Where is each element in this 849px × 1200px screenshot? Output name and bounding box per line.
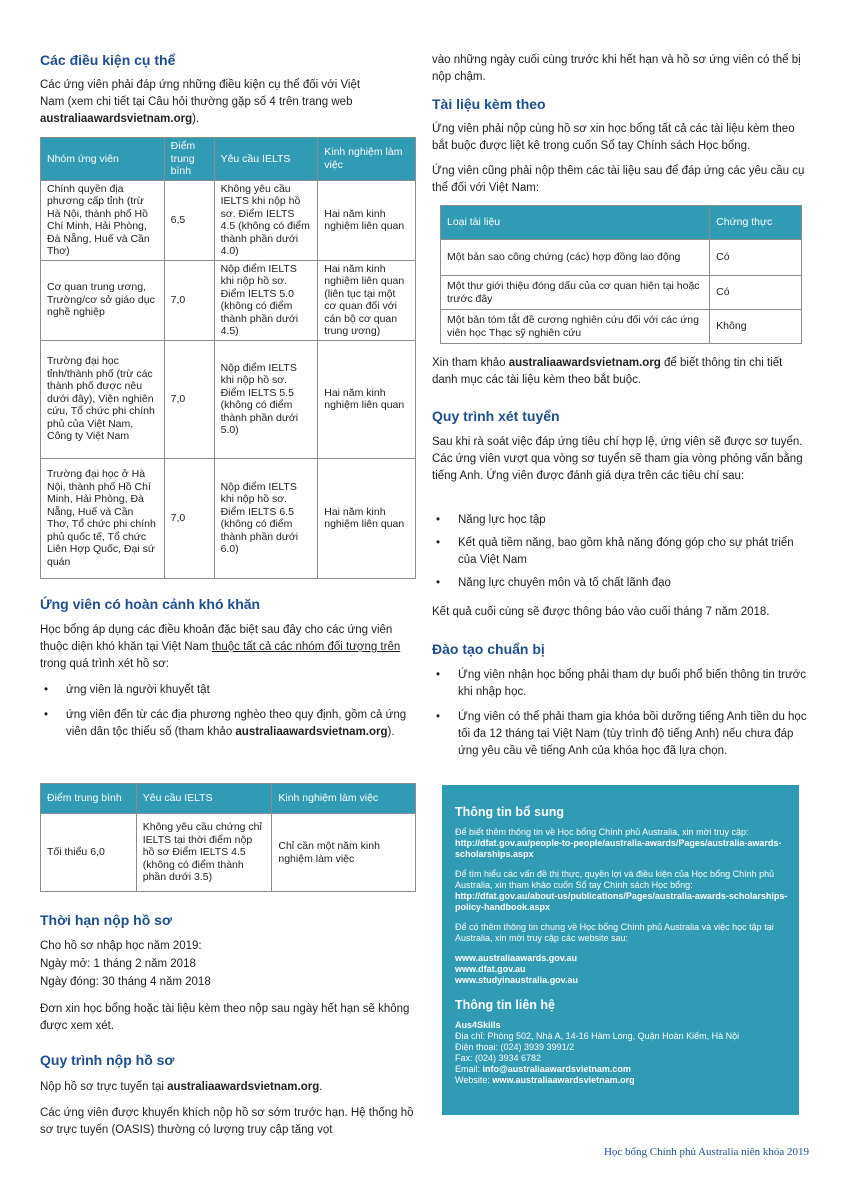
continued-text: vào những ngày cuối cùng trước khi hết hạn và hồ sơ ứng viên có thể bị nộp chậm. [432,54,801,83]
contact-phone: Điện thoại: (024) 3939 3991/2 [455,1042,575,1052]
docs-reference: Xin tham khảo australiaawardsvietnam.org để biết thông tin chi tiết danh mục các tài liệu kèm theo bắt buộc. [432,357,783,386]
prep-heading: Đào tạo chuẩn bị [432,641,545,657]
conditions-table-header [41,138,416,181]
table-row: Cơ quan trung ương, Trường/cơ sở giáo dục nghề nghiệp 7,0 Nộp điểm IELTS khi nộp hồ sơ. Điểm IELTS 5.0 (không có điểm thành phần dưới 4.5) Hai năm kinh nghiệm liên quan (liên tục tại một cơ quan đối với cán bộ cơ quan trung ương) [41,260,416,340]
process-para: Các ứng viên được khuyến khích nộp hồ sơ sớm trước hạn. Hệ thống hồ sơ trực tuyến (OASIS) thường có lượng truy cập tăng vọt [40,1107,414,1136]
list-item: • Kết quả tiềm năng, bao gồm khả năng đóng góp cho sự phát triển của Việt Nam [432,535,809,569]
list-item: • Năng lực chuyên môn và tố chất lãnh đạo [432,575,809,592]
selection-result: Kết quả cuối cùng sẽ được thông báo vào cuối tháng 7 năm 2018. [432,606,770,618]
deadline-heading: Thời hạn nộp hồ sơ [40,912,172,928]
table-row: Một bản tóm tắt đề cương nghiên cứu đối với các ứng viên học Thạc sỹ nghiên cứu Không [441,310,802,344]
disadvantaged-table [40,783,416,892]
docs-heading: Tài liệu kèm theo [432,96,546,112]
disadvantaged-table-header [41,784,416,814]
table-row: Trường đại học tỉnh/thành phố (trừ các thành phố được nêu dưới đây), Viện nghiên cứu, Tổ chức phi chính phủ của Việt Nam, Công ty Việt Nam 7,0 Nộp điểm IELTS khi nộp hồ sơ. Điểm IELTS 5.5 (không có điểm thành phần dưới 5.0) Hai năm kinh nghiệm liên quan [41,340,416,458]
disadvantaged-heading: Ứng viên có hoàn cảnh khó khăn [40,596,261,612]
contact-website-link[interactable]: www.australiaawardsvietnam.org [492,1075,635,1085]
conditions-table [40,137,416,579]
handbook-url-link[interactable]: http://dfat.gov.au/about-us/publications/Pages/australia-awards-scholarships-policy-handbook.aspx [455,891,788,912]
info-text-2: Để tìm hiểu các vấn đề thị thực, quyền lợi và điều kiện của Học bổng Chính phủ Australia, xin tham khảo cuốn Sổ tay Chính sách Học bổng: [455,869,775,890]
list-item: • ứng viên đến từ các địa phương nghèo theo quy định, gồm cả ứng viên dân tộc thiểu số (tham khảo australiaawardsvietnam.org). [40,707,416,741]
table-row: Tối thiểu 6,0 Không yêu cầu chứng chỉ IELTS tại thời điểm nộp hồ sơ Điểm IELTS 4.5 (không có điểm thành phần dưới 3.5) Chỉ cần một năm kinh nghiệm làm việc [41,814,416,892]
website-link-3[interactable]: www.studyinaustralia.gov.au [455,975,579,985]
contact-fax: Fax: (024) 3934 6782 [455,1053,542,1063]
contact-org: Aus4Skills [455,1020,501,1030]
info-text-1: Để biết thêm thông tin về Học bổng Chính phủ Australia, xin mời truy cập: [455,827,749,837]
col-header-experience: Kinh nghiệm làm việc [272,784,416,814]
scholarships-url-link[interactable]: http://dfat.gov.au/people-to-people/australia-awards/Pages/australia-awards-scholarships.aspx [455,838,782,859]
table-row: Một thư giới thiệu đóng dấu của cơ quan hiện tại hoặc trước đây Có [441,276,802,310]
process-line: Nộp hồ sơ trực tuyến tại australiaawardsvietnam.org. [40,1081,323,1093]
selection-para: Sau khi rà soát việc đáp ứng tiêu chí hợp lệ, ứng viên sẽ được sơ tuyển. Các ứng viên vượt qua vòng sơ tuyển sẽ tham gia vòng phỏng vấn bằng tiếng Anh. Ứng viên được đánh giá dựa trên các tiêu chí sau: [432,436,803,482]
col-header-doc-type: Loại tài liệu [441,206,710,240]
info-box [442,785,799,1115]
disadvantaged-intro: Học bổng áp dụng các điều khoản đặc biệt sau đây cho các ứng viên thuộc diện khó khăn tại Việt Nam thuộc tất cả các nhóm đối tượng trên trong quá trình xét hồ sơ: [40,624,401,670]
prep-list [432,667,809,760]
table-row: Trường đại học ở Hà Nội, thành phố Hồ Chí Minh, Hải Phòng, Đà Nẵng, Huế và Cần Thơ, Tổ chức phi chính phủ quốc tế, Tổ chức Liên Hợp Quốc, Đại sứ quán 7,0 Nộp điểm IELTS khi nộp hồ sơ. Điểm IELTS 6.5 (không có điểm thành phần dưới 6.0) Hai năm kinh nghiệm liên quan [41,458,416,578]
docs-reference-link[interactable]: australiaawardsvietnam.org [508,357,661,369]
contact-title: Thông tin liên hệ [455,998,555,1012]
apply-online-link[interactable]: australiaawardsvietnam.org [167,1081,320,1093]
docs-para-2: Ứng viên cũng phải nộp thêm các tài liệu sau để đáp ứng các yêu cầu cụ thể đối với Việt Nam: [432,165,805,194]
docs-table [440,205,802,344]
conditions-intro: Các ứng viên phải đáp ứng những điều kiện cụ thể đối với Việt Nam (xem chi tiết tại Câu hỏi thường gặp số 4 trên trang web australiaawardsvietnam.org). [40,79,361,125]
docs-table-header [441,206,802,240]
conditions-intro-link[interactable]: australiaawardsvietnam.org [40,113,193,125]
process-heading: Quy trình nộp hồ sơ [40,1052,175,1068]
list-item: • ứng viên là người khuyết tật [40,682,416,699]
target-groups-link[interactable]: thuộc tất cả các nhóm đối tượng trên [211,641,401,653]
deadline-note: Đơn xin học bổng hoặc tài liệu kèm theo nộp sau ngày hết hạn sẽ không được xem xét. [40,1003,410,1032]
info-box-title: Thông tin bổ sung [455,805,564,819]
disadvantaged-link[interactable]: australiaawardsvietnam.org [235,726,388,738]
table-row: Một bản sao công chứng (các) hợp đồng lao động Có [441,240,802,276]
col-header-group: Nhóm ứng viên [41,138,165,181]
contact-email: Email: info@australiaawardsvietnam.com [455,1064,631,1074]
col-header-experience: Kinh nghiệm làm việc [318,138,416,181]
contact-website: Website: www.australiaawardsvietnam.org [455,1075,635,1085]
docs-para-1: Ứng viên phải nộp cùng hồ sơ xin học bổng tất cả các tài liệu kèm theo bắt buộc được liệt kê trong cuốn Sổ tay Chính sách Học bổng. [432,123,795,152]
website-link-1[interactable]: www.australiaawards.gov.au [455,953,578,963]
info-text-3: Để có thêm thông tin chung về Học bổng Chính phủ Australia và việc học tập tại Australia, xin mời truy cập các website sau: [455,922,774,943]
selection-heading: Quy trình xét tuyển [432,408,560,424]
website-link-2[interactable]: www.dfat.gov.au [455,964,526,974]
disadvantaged-list [40,682,416,741]
list-item: • Ứng viên có thể phải tham gia khóa bồi dưỡng tiếng Anh tiền du học tối đa 12 tháng tại Việt Nam (tùy trình độ tiếng Anh) nếu chưa đáp ứng yêu cầu về tiếng Anh của khóa học đã lựa chọn. [432,709,809,760]
contact-address: Địa chỉ: Phòng 502, Nhà A, 14-16 Hàm Long, Quận Hoàn Kiếm, Hà Nội [455,1031,740,1041]
list-item: • Ứng viên nhận học bổng phải tham dự buổi phổ biến thông tin trước khi nhập học. [432,667,809,701]
selection-criteria-list [432,512,809,592]
page-footer: Học bổng Chính phủ Australia niên khóa 2019 [603,1146,809,1158]
conditions-heading: Các điều kiện cụ thể [40,52,176,68]
col-header-gpa: Điểm trung bình [164,138,214,181]
deadline-dates: Cho hồ sơ nhập học năm 2019: Ngày mở: 1 tháng 2 năm 2018 Ngày đóng: 30 tháng 4 năm 2018 [40,940,211,988]
email-link[interactable]: info@australiaawardsvietnam.com [482,1064,631,1074]
col-header-gpa: Điểm trung bình [41,784,137,814]
table-row: Chính quyền địa phương cấp tỉnh (trừ Hà Nội, thành phố Hồ Chí Minh, Hải Phòng, Đà Nẵng, Huế và Cần Thơ) 6,5 Không yêu cầu IELTS khi nộp hồ sơ. Điểm IELTS 4.5 (không có điểm thành phần dưới 4.0) Hai năm kinh nghiệm liên quan [41,180,416,260]
col-header-certified: Chứng thực [710,206,802,240]
list-item: • Năng lực học tập [432,512,809,529]
col-header-ielts: Yêu cầu IELTS [136,784,272,814]
col-header-ielts: Yêu cầu IELTS [214,138,318,181]
